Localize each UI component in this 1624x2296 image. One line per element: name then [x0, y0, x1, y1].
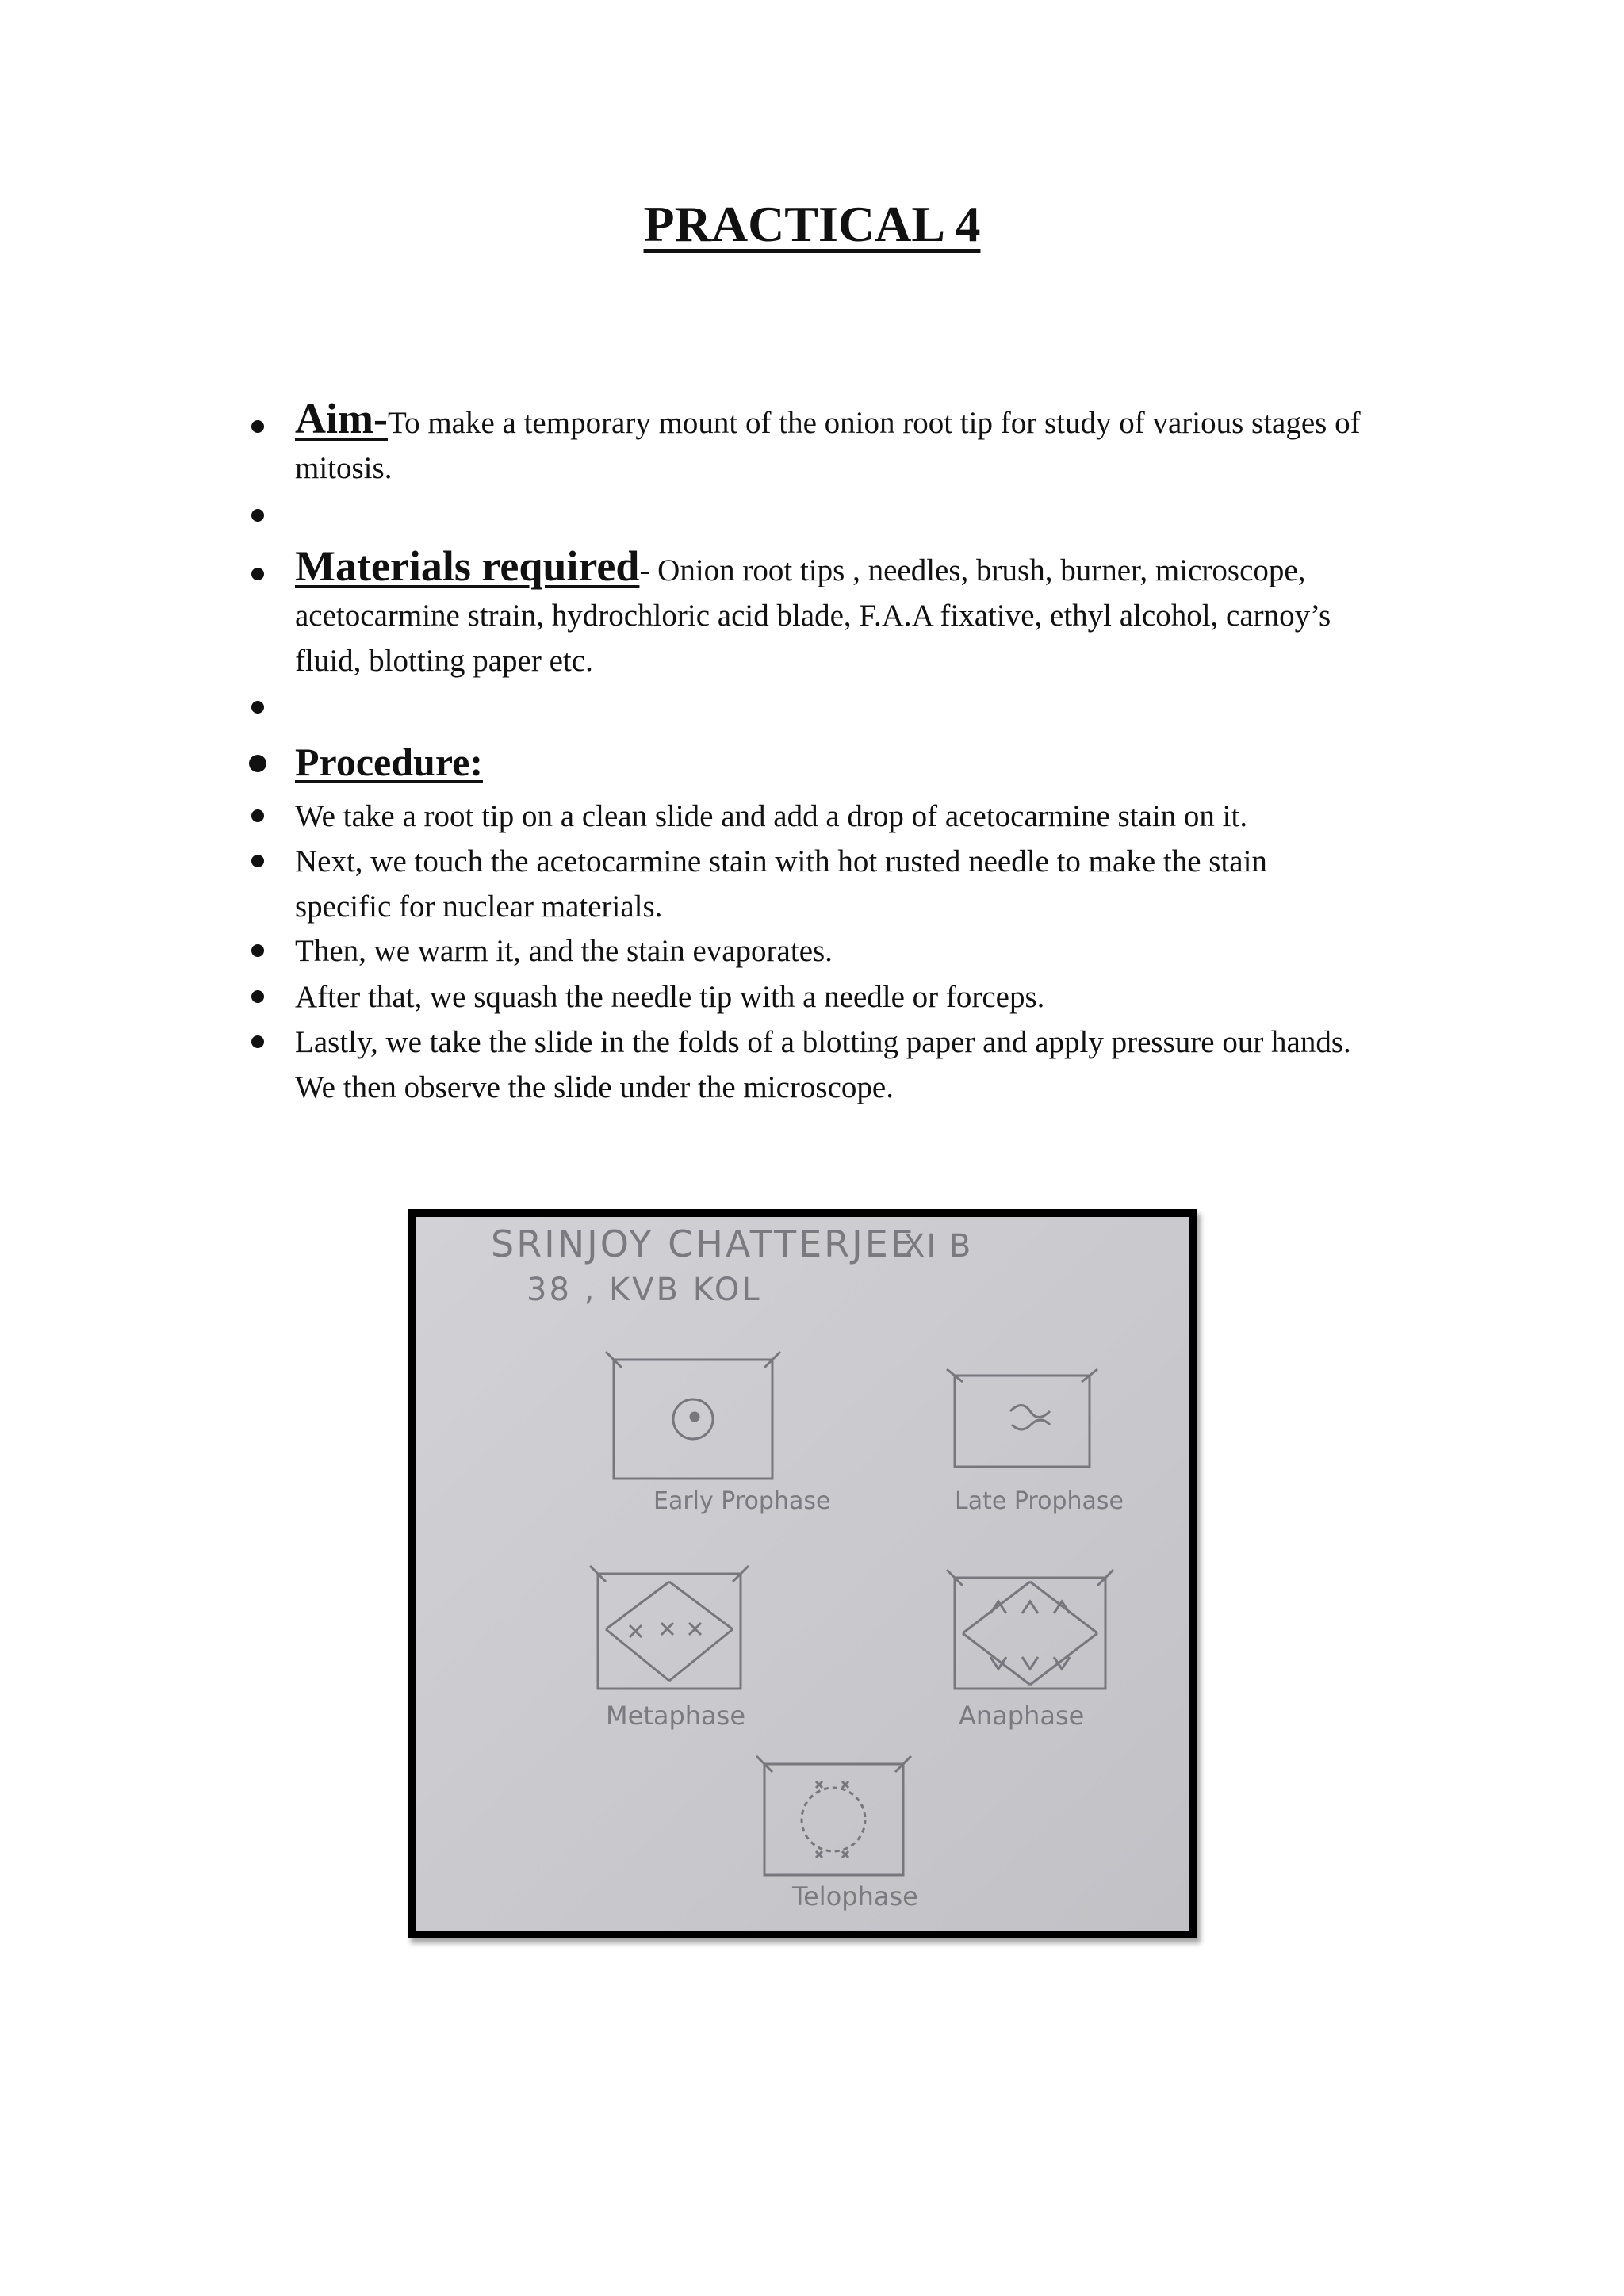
step-text: We then observe the slide under the microscope.	[295, 1070, 894, 1104]
bullet-icon	[251, 1035, 264, 1048]
label-telophase: Telophase	[792, 1881, 918, 1911]
materials-text-line2: acetocarmine strain, hydrochloric acid blade, F.A.A fixative, ethyl alcohol, carnoy’s	[295, 599, 1331, 633]
procedure-step	[295, 928, 1437, 974]
label-metaphase: Metaphase	[606, 1701, 746, 1731]
procedure-step	[295, 839, 1437, 929]
student-roll: 38 , KVB KOL	[527, 1272, 762, 1308]
student-name: SRINJOY CHATTERJEE	[491, 1223, 916, 1265]
materials-text-line1: - Onion root tips , needles, brush, burner, microscope,	[639, 553, 1306, 587]
aim-label: Aim-	[295, 395, 388, 442]
aim-item	[295, 396, 1437, 491]
bullet-icon	[251, 701, 264, 714]
step-text: Then, we warm it, and the stain evaporates.	[295, 934, 833, 968]
mitosis-drawing	[416, 1217, 1189, 1931]
aim-text-line2: mitosis.	[295, 451, 393, 485]
procedure-item	[295, 736, 1437, 788]
procedure-label: Procedure:	[295, 740, 483, 784]
materials-text-line3: fluid, blotting paper etc.	[295, 644, 593, 678]
page-title: PRACTICAL 4	[643, 196, 981, 252]
bullet-icon	[251, 509, 264, 522]
mitosis-diagram-photo	[408, 1209, 1197, 1938]
bullet-icon	[251, 944, 264, 957]
student-class: XI B	[903, 1228, 973, 1265]
materials-item	[295, 544, 1437, 683]
step-text: Next, we touch the acetocarmine stain with hot rusted needle to make the stain	[295, 844, 1267, 878]
bullet-icon	[251, 809, 264, 822]
step-text: specific for nuclear materials.	[295, 890, 663, 924]
label-late-prophase: Late Prophase	[955, 1487, 1124, 1515]
procedure-step	[295, 794, 1437, 839]
step-text: We take a root tip on a clean slide and add a drop of acetocarmine stain on it.	[295, 799, 1248, 833]
bullet-icon	[251, 855, 264, 867]
label-early-prophase: Early Prophase	[653, 1487, 831, 1515]
bullet-icon	[251, 990, 264, 1003]
materials-label: Materials required	[295, 542, 640, 590]
bullet-icon	[251, 568, 264, 580]
bullet-icon	[249, 755, 266, 772]
procedure-step	[295, 974, 1437, 1020]
label-anaphase: Anaphase	[959, 1701, 1085, 1731]
step-text: After that, we squash the needle tip with a needle or forceps.	[295, 980, 1045, 1014]
procedure-step	[295, 1020, 1437, 1110]
aim-text-line1: To make a temporary mount of the onion root tip for study of various stages of	[387, 406, 1361, 440]
step-text: Lastly, we take the slide in the folds of a blotting paper and apply pressure our hands.	[295, 1025, 1351, 1059]
paper-background	[416, 1217, 1189, 1931]
bullet-icon	[251, 420, 264, 433]
